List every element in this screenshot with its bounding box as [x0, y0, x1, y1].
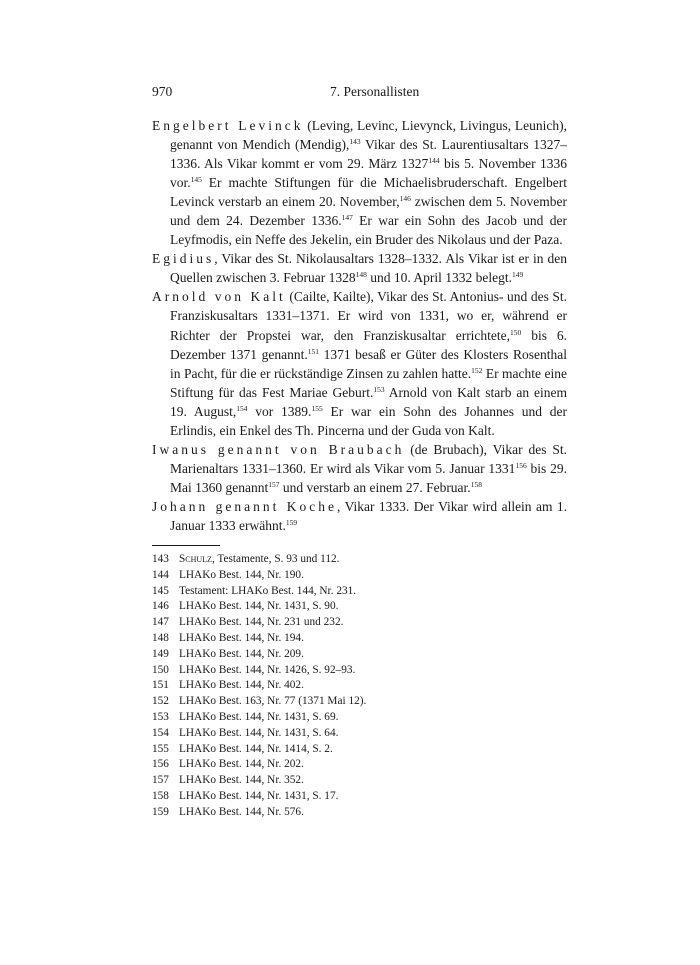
entry — [152, 249, 567, 287]
page-number: 970 — [152, 84, 173, 99]
entry — [152, 440, 567, 497]
entry-name: Iwanus genannt von Braubach — [152, 441, 405, 457]
footnote-text: Testament: LHAKo Best. 144, Nr. 231. — [179, 584, 357, 597]
entry-name: Johann genannt Koche — [152, 498, 338, 514]
footnote-number: 151 — [152, 679, 169, 692]
footnote-number: 159 — [152, 805, 169, 818]
footnote-text: LHAKo Best. 144, Nr. 1426, S. 92–93. — [179, 663, 356, 676]
footnote-reference: 144 — [428, 156, 440, 166]
footnote-number: 145 — [152, 584, 169, 597]
footnote — [152, 599, 567, 615]
entry-text: , Vikar des St. Nikolausaltars 1328–1332. Als Vikar ist er in den Quellen zwischen 3. Februar 1328 — [170, 251, 567, 286]
entry-text: (de Brubach), Vikar des St. Marienaltars 1331–1360. Er wird als Vikar vom 5. Januar 1331 — [170, 441, 568, 476]
footnote — [152, 694, 567, 710]
footnote-number: 147 — [152, 616, 169, 629]
footnote-text: LHAKo Best. 144, Nr. 576. — [179, 805, 304, 818]
footnote — [152, 584, 567, 600]
footnote — [152, 710, 567, 726]
entry-text: Er war ein Sohn des Jacob und der Leyfmodis, ein Neffe des Jekelin, ein Bruder des Nikolaus und der Paza. — [170, 213, 567, 248]
footnote-reference: 143 — [349, 137, 361, 147]
footnote — [152, 647, 567, 663]
entry-name: Egidius — [152, 251, 215, 267]
footnote-reference: 149 — [511, 270, 524, 280]
footnote-author: Schulz — [179, 553, 212, 565]
entry-text: , Vikar 1333. Der Vikar wird allein am 1. Januar 1333 erwähnt. — [170, 498, 567, 533]
entry-text: (Leving, Levinc, Lievynck, Livingus, Leunich), genannt von Mendich (Mendig), — [170, 118, 567, 153]
entry-text: bis 6. Dezember 1371 genannt. — [170, 327, 567, 362]
footnote-reference: 151 — [307, 346, 319, 356]
footnote-number: 155 — [152, 742, 169, 755]
footnote-number: 143 — [152, 553, 169, 565]
footnote — [152, 631, 567, 647]
footnote-reference: 147 — [341, 213, 353, 223]
footnote-reference: 152 — [471, 365, 483, 375]
entry-text: bis 5. November 1336 vor. — [170, 156, 567, 191]
entry-text: und 10. April 1332 belegt. — [366, 270, 512, 286]
entry — [152, 116, 567, 249]
entry-text: zwischen dem 5. November und dem 24. Dezember 1336. — [170, 194, 567, 229]
footnote — [152, 552, 567, 568]
entry-text: Er war ein Sohn des Johannes und der Erlindis, ein Enkel des Th. Pincerna und der Guda von Kalt. — [170, 403, 567, 438]
footnote-text: LHAKo Best. 163, Nr. 77 (1371 Mai 12). — [179, 695, 367, 708]
footnote-number: 146 — [152, 600, 169, 613]
footnote-reference: 146 — [399, 194, 411, 204]
page-header — [152, 84, 567, 104]
footnote-text: LHAKo Best. 144, Nr. 194. — [179, 631, 304, 644]
footnote-number: 158 — [152, 789, 169, 802]
footnote-reference: 155 — [311, 403, 323, 413]
footnote-reference: 148 — [355, 270, 367, 280]
entry-text: bis 29. Mai 1360 genannt — [170, 460, 567, 495]
footnote — [152, 663, 567, 679]
entry-text: (Cailte, Kailte), Vikar des St. Antonius- und des St. Franziskusaltars 1331–1371. Er wird von 1331, wo er, während er Richter der Propstei war, den Franziskusaltar errichtete, — [170, 289, 567, 343]
entry-text: Vikar des St. Laurentiusaltars 1327–1336. Als Vikar kommt er vom 29. März 1327 — [170, 137, 567, 172]
footnote-reference: 159 — [285, 517, 298, 527]
entry — [152, 287, 567, 439]
footnote — [152, 805, 567, 821]
entry-text: Er machte eine Stiftung für das Fest Mariae Geburt. — [170, 365, 567, 400]
running-title: 7. Personallisten — [330, 84, 420, 99]
footnotes — [152, 552, 567, 821]
footnote-number: 154 — [152, 726, 169, 739]
footnote-number: 148 — [152, 631, 169, 644]
footnote — [152, 726, 567, 742]
footnote-text: LHAKo Best. 144, Nr. 1414, S. 2. — [179, 742, 333, 755]
footnote-number: 153 — [152, 710, 169, 723]
footnote-text: LHAKo Best. 144, Nr. 1431, S. 69. — [179, 710, 339, 723]
entry — [152, 497, 567, 535]
footnote-number: 144 — [152, 568, 169, 581]
footnote-number: 152 — [152, 695, 169, 708]
footnote-text: LHAKo Best. 144, Nr. 231 und 232. — [179, 616, 344, 629]
footnote-number: 156 — [152, 758, 169, 771]
footnote-text: LHAKo Best. 144, Nr. 1431, S. 17. — [179, 789, 339, 802]
footnote-number: 149 — [152, 647, 169, 660]
footnote-reference: 145 — [190, 175, 202, 185]
footnote — [152, 568, 567, 584]
footnote-text: LHAKo Best. 144, Nr. 209. — [179, 647, 304, 660]
footnote — [152, 773, 567, 789]
entry-text: vor 1389. — [247, 403, 312, 419]
footnote — [152, 789, 567, 805]
footnote — [152, 757, 567, 773]
footnote — [152, 742, 567, 758]
footnote-reference: 158 — [470, 479, 482, 489]
footnote-text: LHAKo Best. 144, Nr. 402. — [179, 679, 304, 692]
footnote-text: LHAKo Best. 144, Nr. 190. — [179, 568, 304, 581]
main-text — [152, 116, 567, 535]
footnote-divider — [152, 545, 220, 546]
footnote-text: LHAKo Best. 144, Nr. 1431, S. 90. — [179, 600, 339, 613]
footnote-reference: 154 — [236, 403, 248, 413]
footnote-number: 157 — [152, 774, 169, 787]
footnote — [152, 615, 567, 631]
footnote-reference: 150 — [510, 327, 522, 337]
footnote-text: , Testamente, S. 93 und 112. — [211, 553, 340, 565]
footnote-number: 150 — [152, 663, 169, 676]
entry-text: 1371 besaß er Güter des Klosters Rosenthal in Pacht, für die er rückständige Zinsen zu zahlen hatte. — [170, 346, 567, 381]
footnote-reference: 153 — [373, 384, 385, 394]
footnote — [152, 678, 567, 694]
entry-text: und verstarb an einem 27. Februar. — [279, 479, 471, 495]
entry-name: Engelbert Levinck — [152, 118, 304, 133]
entry-text: Er machte Stiftungen für die Michaelisbruderschaft. Engelbert Levinck verstarb an einem 20. November, — [170, 175, 567, 210]
footnote-reference: 156 — [515, 460, 527, 470]
footnote-reference: 157 — [268, 479, 280, 489]
footnote-text: LHAKo Best. 144, Nr. 202. — [179, 758, 304, 771]
entry-text: Arnold von Kalt starb an einem 19. August, — [170, 384, 567, 419]
footnote-text: LHAKo Best. 144, Nr. 1431, S. 64. — [179, 726, 339, 739]
entry-name: Arnold von Kalt — [152, 289, 286, 305]
footnote-text: LHAKo Best. 144, Nr. 352. — [179, 774, 304, 787]
